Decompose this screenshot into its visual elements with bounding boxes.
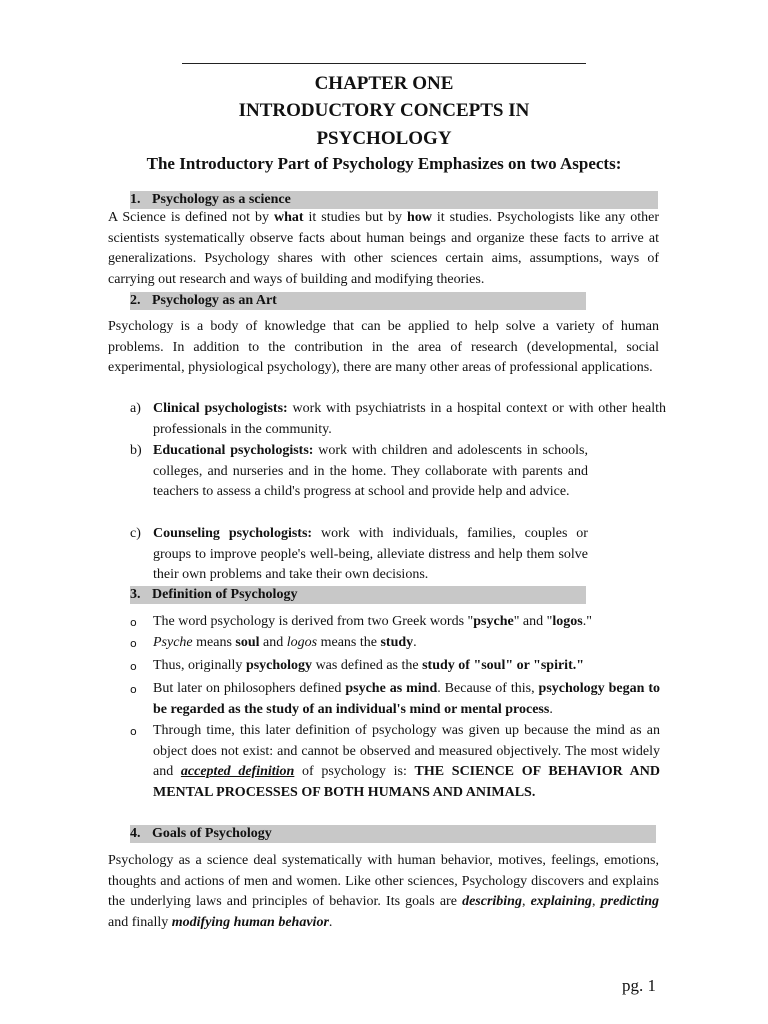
- bullet-marker: o: [130, 637, 137, 650]
- section-number: 3.: [130, 587, 141, 602]
- term-study: study: [380, 635, 414, 650]
- text-run: work with individuals, families, couples or groups to improve people's well-being, alleviate distress and help them solve their own problems and take their own decisions.: [153, 526, 588, 583]
- bullet-marker: o: [130, 725, 137, 738]
- emphasis-how: how: [407, 210, 432, 225]
- bullet-body: [153, 679, 660, 720]
- bullet-item: [130, 633, 660, 654]
- emphasis-what: what: [273, 210, 304, 225]
- term-study-of-mind: psychology began to be regarded as the study of an individual's mind or mental process: [153, 681, 660, 717]
- list-marker: a): [130, 401, 141, 416]
- text-run: .": [582, 614, 592, 629]
- text-run: it studies. Psychologists like any other scientists systematically observe facts about human beings and organize these facts to arrive at generalizations. Psychology shares with other sciences certain aims, assumptions, ways of carrying out research and ways of building and modifying theories.: [108, 210, 659, 287]
- text-run: " and ": [513, 614, 553, 629]
- section-title: Psychology as an Art: [152, 293, 277, 308]
- text-run: of psychology is:: [294, 764, 415, 780]
- section-title: Psychology as a science: [152, 192, 291, 207]
- text-run: .: [328, 914, 333, 930]
- text-run: . Because of this,: [437, 681, 539, 696]
- text-run: work with psychiatrists in a hospital context or with other health professionals in the community.: [153, 401, 667, 437]
- list-item: [130, 399, 666, 439]
- term-study-of-soul: study of "soul" or "spirit.": [422, 658, 585, 673]
- text-run: work with children and adolescents in schools, colleges, and nurseries and in the home. They collaborate with parents and teachers to assess a child's progress at school and provide help and advice.: [153, 443, 588, 500]
- section-number: 1.: [130, 192, 141, 207]
- bullet-item: [130, 656, 660, 677]
- text-run: .: [549, 701, 553, 717]
- text-run: Through time, this later definition of psychology was given up because the mind as an object does not exist: and cannot be observed and measured objectively. The most widely and: [153, 723, 660, 780]
- term-soul: soul: [235, 635, 260, 650]
- term: Clinical psychologists:: [153, 401, 288, 416]
- section-heading-4: [130, 825, 656, 843]
- section-title: Goals of Psychology: [152, 826, 272, 841]
- section-number: 2.: [130, 293, 141, 308]
- list-marker: c): [130, 526, 141, 541]
- bullet-marker: o: [130, 660, 137, 673]
- text-run: and finally: [108, 914, 172, 930]
- text-run: was defined as the: [312, 658, 423, 673]
- bullet-body: [153, 656, 660, 677]
- goal-explaining: explaining: [530, 894, 593, 910]
- text-run: But later on philosophers defined: [153, 681, 346, 696]
- text-run: Psychology as a science deal systematically with human behavior, motives, feelings, emotions, thoughts and actions of men and women. Like other sciences, Psychology discovers and explains the underlying laws and principles of behavior. Its goals are: [108, 853, 659, 910]
- bullet-body: [153, 633, 660, 654]
- definition-statement: THE SCIENCE OF BEHAVIOR AND MENTAL PROCESSES OF BOTH HUMANS AND ANIMALS.: [153, 764, 660, 800]
- list-marker: b): [130, 443, 142, 458]
- text-run: A Science is defined not by: [108, 210, 274, 225]
- bullet-marker: o: [130, 616, 137, 629]
- bullet-item: [130, 679, 660, 721]
- section-heading-1: [130, 191, 658, 209]
- term-psyche: psyche: [473, 614, 514, 629]
- list-item: [130, 524, 588, 586]
- goal-predicting: predicting: [600, 894, 660, 910]
- bullet-marker: o: [130, 683, 137, 696]
- text-run: it studies but by: [303, 210, 408, 225]
- section-title: Definition of Psychology: [152, 587, 298, 602]
- section-4-paragraph: [108, 851, 659, 933]
- bullet-body: [153, 721, 660, 803]
- bullet-item: [130, 721, 660, 825]
- text-run: Thus, originally: [153, 658, 246, 673]
- goal-describing: describing: [462, 894, 522, 910]
- term-logos: logos: [552, 614, 583, 629]
- term-accepted-definition: accepted definition: [180, 764, 295, 780]
- top-rule: [182, 63, 586, 64]
- term-psychology: psychology: [245, 658, 313, 673]
- list-item-body: [153, 441, 588, 503]
- term-psyche-as-mind: psyche as mind: [345, 681, 438, 696]
- section-2-paragraph: Psychology is a body of knowledge that can be applied to help solve a variety of human problems. In addition to the contribution in the area of research (developmental, social experimental, physiological psychology), there are many other areas of professional applications.: [108, 319, 659, 376]
- page-number: pg. 1: [622, 976, 656, 995]
- text-run: ,: [592, 894, 601, 910]
- text-run: means the: [317, 635, 381, 650]
- list-item-body: [153, 524, 588, 586]
- chapter-subtitle: The Introductory Part of Psychology Emphasizes on two Aspects:: [146, 154, 622, 173]
- text-run: and: [259, 635, 287, 650]
- chapter-title-line-1: INTRODUCTORY CONCEPTS IN: [238, 100, 530, 121]
- section-number: 4.: [130, 826, 141, 841]
- section-heading-2: [130, 292, 586, 310]
- section-1-paragraph: [108, 208, 659, 290]
- chapter-label: CHAPTER ONE: [314, 73, 454, 94]
- list-item-body: [153, 399, 666, 440]
- term-logos: logos: [286, 635, 318, 650]
- text-run: ,: [521, 894, 531, 910]
- text-run: .: [413, 635, 417, 650]
- list-item: [130, 441, 588, 523]
- text-run: The word psychology is derived from two Greek words ": [153, 614, 474, 629]
- bullet-item: [130, 612, 660, 633]
- term: Counseling psychologists:: [153, 526, 313, 541]
- chapter-title-line-2: PSYCHOLOGY: [316, 128, 452, 149]
- text-run: means: [192, 635, 236, 650]
- term-psyche: Psyche: [153, 635, 193, 650]
- term: Educational psychologists:: [153, 443, 314, 458]
- bullet-body: [153, 612, 660, 633]
- section-heading-3: [130, 586, 586, 604]
- goal-modifying: modifying human behavior: [171, 914, 329, 930]
